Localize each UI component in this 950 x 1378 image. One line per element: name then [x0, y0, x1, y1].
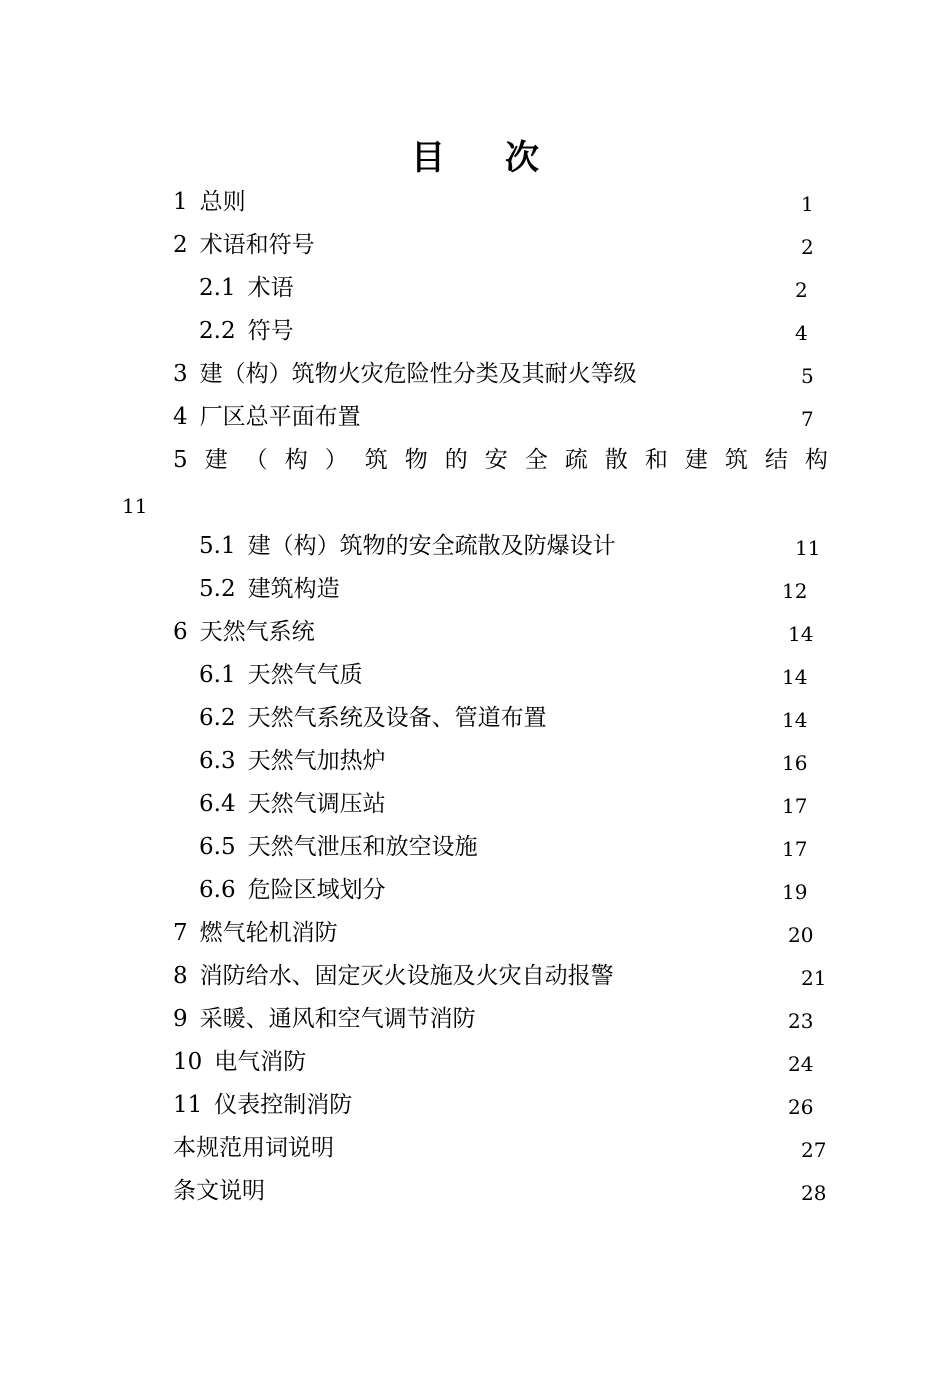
toc-entry-3[interactable]	[173, 353, 637, 396]
toc-page-number: 4	[795, 321, 808, 345]
toc-entry-explanation[interactable]	[173, 1170, 265, 1213]
toc-entry-2[interactable]	[173, 224, 315, 267]
toc-entry-number: 2	[173, 232, 188, 258]
toc-page-number: 11	[122, 494, 148, 518]
toc-entry-number: 3	[173, 361, 188, 387]
toc-entry-number: 6.1	[199, 662, 236, 688]
toc-page-number: 12	[782, 579, 808, 603]
toc-entry-number: 9	[173, 1006, 188, 1032]
toc-page-number: 2	[795, 278, 808, 302]
toc-page-number: 27	[801, 1138, 827, 1162]
toc-page-number: 21	[801, 966, 827, 990]
toc-entry-number: 5.1	[199, 533, 236, 559]
page-title	[0, 136, 950, 180]
toc-entry-title: 术语	[247, 275, 294, 301]
toc-entry-title: 厂区总平面布置	[199, 404, 361, 430]
toc-entry-char: 全	[524, 447, 548, 473]
toc-entry-char: 建	[204, 447, 228, 473]
toc-entry-number: 1	[173, 189, 188, 215]
toc-entry-char: 物	[404, 447, 428, 473]
toc-entry-4[interactable]	[173, 396, 361, 439]
toc-page-number: 17	[782, 794, 808, 818]
toc-page-number: 24	[788, 1052, 814, 1076]
toc-entry-number: 2.2	[199, 318, 236, 344]
toc-entry-1[interactable]	[173, 181, 246, 224]
toc-entry-number: 8	[173, 963, 188, 989]
toc-page-number: 2	[801, 235, 814, 259]
toc-entry-6-3[interactable]	[199, 740, 386, 783]
toc-entry-title: 总则	[199, 189, 246, 215]
toc-page-number: 26	[788, 1095, 814, 1119]
toc-entry-title: 燃气轮机消防	[199, 920, 338, 946]
toc-entry-10[interactable]	[173, 1041, 306, 1084]
title-char-1: 目	[411, 138, 445, 178]
toc-entry-number: 6.4	[199, 791, 236, 817]
toc-entry-9[interactable]	[173, 998, 476, 1041]
toc-entry-6-6[interactable]	[199, 869, 386, 912]
toc-page-number: 28	[801, 1181, 827, 1205]
toc-entry-8[interactable]	[173, 955, 614, 998]
toc-entry-number: 6	[173, 619, 188, 645]
toc-entry-number: 4	[173, 404, 188, 430]
toc-page-number: 23	[788, 1009, 814, 1033]
toc-entry-char: 安	[484, 447, 508, 473]
toc-entry-6-5[interactable]	[199, 826, 478, 869]
toc-entry-11[interactable]	[173, 1084, 352, 1127]
toc-entry-char: 和	[644, 447, 668, 473]
toc-entry-char: 筑	[724, 447, 748, 473]
toc-page-number: 14	[782, 665, 808, 689]
toc-entry-title: 天然气调压站	[247, 791, 386, 817]
toc-entry-number: 10	[173, 1049, 203, 1075]
toc-entry-title: 建筑构造	[247, 576, 340, 602]
toc-entry-7[interactable]	[173, 912, 338, 955]
toc-entry-title: 条文说明	[173, 1178, 265, 1204]
toc-entry-number: 6.5	[199, 834, 236, 860]
toc-entry-title: 本规范用词说明	[173, 1135, 334, 1161]
toc-entry-6-4[interactable]	[199, 783, 386, 826]
toc-entry-char: ）	[324, 447, 348, 473]
toc-entry-number: 11	[173, 1092, 203, 1118]
toc-entry-6-2[interactable]	[199, 697, 547, 740]
toc-entry-number: 5.2	[199, 576, 236, 602]
toc-entry-6-1[interactable]	[199, 654, 363, 697]
title-char-2: 次	[505, 138, 539, 178]
toc-entry-5-1[interactable]	[199, 525, 616, 568]
toc-page-number: 7	[801, 407, 814, 431]
toc-entry-title: 天然气泄压和放空设施	[247, 834, 478, 860]
toc-entry-number: 2.1	[199, 275, 236, 301]
toc-entry-number: 6.6	[199, 877, 236, 903]
toc-entry-number: 7	[173, 920, 188, 946]
toc-entry-wording[interactable]	[173, 1127, 334, 1170]
toc-page-number: 19	[782, 880, 808, 904]
toc-entry-title: 天然气气质	[247, 662, 363, 688]
toc-entry-char: 5	[173, 447, 188, 473]
toc-page-number: 11	[795, 536, 821, 560]
toc-entry-title: 采暖、通风和空气调节消防	[199, 1006, 476, 1032]
toc-entry-char: 散	[604, 447, 628, 473]
toc-entry-char: 构	[804, 447, 828, 473]
toc-entry-title: 天然气加热炉	[247, 748, 386, 774]
toc-page-number: 14	[782, 708, 808, 732]
toc-entry-title: 建（构）筑物的安全疏散及防爆设计	[247, 533, 616, 559]
toc-entry-char: 筑	[364, 447, 388, 473]
toc-entry-5-2[interactable]	[199, 568, 340, 611]
toc-entry-title: 符号	[247, 318, 294, 344]
toc-entry-title: 消防给水、固定灭火设施及火灾自动报警	[199, 963, 614, 989]
toc-entry-title: 天然气系统	[199, 619, 315, 645]
toc-page-number: 1	[801, 192, 814, 216]
toc-entry-2-1[interactable]	[199, 267, 294, 310]
toc-page-number: 14	[788, 622, 814, 646]
toc-entry-2-2[interactable]	[199, 310, 294, 353]
toc-entry-char: 的	[444, 447, 468, 473]
toc-entry-char: 疏	[564, 447, 588, 473]
toc-page-number: 17	[782, 837, 808, 861]
toc-entry-char: 结	[764, 447, 788, 473]
toc-entry-char: 建	[684, 447, 708, 473]
toc-entry-6[interactable]	[173, 611, 315, 654]
toc-entry-number: 6.2	[199, 705, 236, 731]
toc-page-number: 16	[782, 751, 808, 775]
toc-entry-char: 构	[284, 447, 308, 473]
toc-entry-5[interactable]	[173, 439, 828, 482]
toc-entry-title: 术语和符号	[199, 232, 315, 258]
toc-entry-title: 电气消防	[214, 1049, 307, 1075]
toc-entry-char: （	[244, 447, 268, 473]
toc-page-number: 20	[788, 923, 814, 947]
toc-entry-title: 危险区域划分	[247, 877, 386, 903]
toc-entry-number: 6.3	[199, 748, 236, 774]
toc-entry-title: 天然气系统及设备、管道布置	[247, 705, 547, 731]
toc-page-number: 5	[801, 364, 814, 388]
toc-entry-title: 仪表控制消防	[214, 1092, 353, 1118]
toc-entry-title: 建（构）筑物火灾危险性分类及其耐火等级	[199, 361, 637, 387]
